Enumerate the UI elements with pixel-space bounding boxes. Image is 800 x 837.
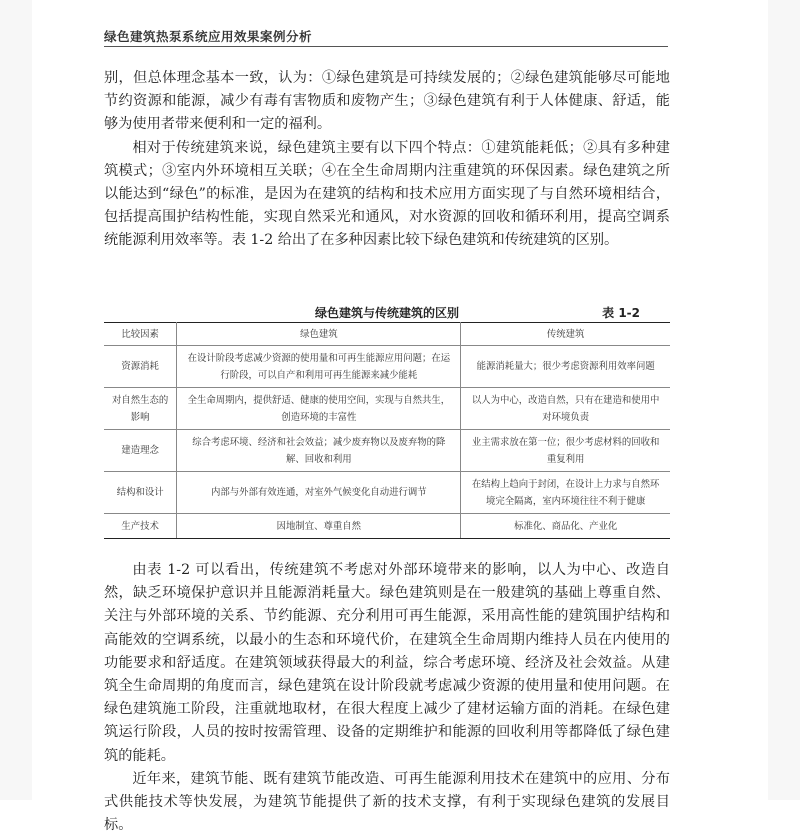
table-header-cell: 绿色建筑 (177, 323, 461, 346)
table-title: 绿色建筑与传统建筑的区别 (314, 306, 459, 320)
running-header-title: 绿色建筑热泵系统应用效果案例分析 (104, 29, 313, 44)
body-text-top (104, 67, 670, 253)
table-header-cell: 传统建筑 (461, 323, 670, 346)
comparison-table (104, 322, 670, 539)
paragraph-features: 相对于传统建筑来说，绿色建筑主要有以下四个特点：①建筑能耗低；②具有多种建筑模式；③室内外环境相互关联；④在全生命周期内注重建筑的环保因素。绿色建筑之所以能达到“绿色”的标准，是因为在建筑的结构和技术应用方面实现了与自然环境相结合，包括提高围护结构性能，实现自然采光和通风，对水资源的回收和循环利用，提高空调系统能源利用效率等。表 1-2 给出了在多种因素比较下绿色建筑和传统建筑的区别。 (104, 139, 670, 249)
table-row (104, 388, 670, 430)
table-number: 表 1-2 (602, 306, 640, 320)
table-cell: 生产技术 (104, 514, 177, 539)
table-cell: 以人为中心，改造自然，只有在建造和使用中对环境负责 (461, 388, 670, 430)
table-cell: 资源消耗 (104, 346, 177, 388)
table-cell: 在设计阶段考虑减少资源的使用量和可再生能源应用问题；在运行阶段，可以自产和利用可再生能源来减少能耗 (177, 346, 461, 388)
body-text-bottom (104, 559, 670, 837)
table-row (104, 514, 670, 539)
table-cell: 因地制宜、尊重自然 (177, 514, 461, 539)
table-cell: 综合考虑环境、经济和社会效益；减少废弃物以及废弃物的降解、回收和利用 (177, 430, 461, 472)
paragraph-recent: 近年来，建筑节能、既有建筑节能改造、可再生能源利用技术在建筑中的应用、分布式供能技术等快发展，为建筑节能提供了新的技术支撑，有利于实现绿色建筑的发展目标。 (104, 770, 670, 834)
table-cell: 能源消耗量大；很少考虑资源利用效率问题 (461, 346, 670, 388)
table-cell: 全生命周期内，提供舒适、健康的使用空间，实现与自然共生，创造环境的丰富性 (177, 388, 461, 430)
table-cell: 内部与外部有效连通，对室外气候变化自动进行调节 (177, 472, 461, 514)
table-cell: 结构和设计 (104, 472, 177, 514)
table-row (104, 430, 670, 472)
table-cell: 业主需求放在第一位；很少考虑材料的回收和重复利用 (461, 430, 670, 472)
table-cell: 在结构上趋向于封闭，在设计上力求与自然环境完全隔离，室内环境往往不利于健康 (461, 472, 670, 514)
table-cell: 对自然生态的影响 (104, 388, 177, 430)
table-header-row (104, 323, 670, 346)
table-header-cell: 比较因素 (104, 323, 177, 346)
table-caption (104, 304, 670, 322)
header-rule (104, 46, 668, 47)
right-margin-shade (768, 0, 800, 800)
table-row (104, 472, 670, 514)
table-cell: 建造理念 (104, 430, 177, 472)
table-cell: 标准化、商品化、产业化 (461, 514, 670, 539)
paragraph-analysis: 由表 1-2 可以看出，传统建筑不考虑对外部环境带来的影响，以人为中心、改造自然，缺乏环境保护意识并且能源消耗量大。绿色建筑则是在一般建筑的基础上尊重自然、关注与外部环境的关系、节约能源、充分利用可再生能源，采用高性能的建筑围护结构和高能效的空调系统，以最小的生态和环境代价，在建筑全生命周期内维持人员在内使用的功能要求和舒适度。在建筑领域获得最大的利益，综合考虑环境、经济及社会效益。从建筑全生命周期的角度而言，绿色建筑在设计阶段就考虑减少资源的使用量和使用问题。在绿色建筑施工阶段，注重就地取材，在很大程度上减少了建材运输方面的消耗。在绿色建筑运行阶段，人员的按时按需管理、设备的定期维护和能源的回收利用等都降低了绿色建筑的能耗。 (104, 562, 670, 764)
paragraph-continued: 别，但总体理念基本一致，认为：①绿色建筑是可持续发展的；②绿色建筑能够尽可能地节约资源和能源，减少有毒有害物质和废物产生；③绿色建筑有利于人体健康、舒适，能够为使用者带来便利和一定的福利。 (104, 70, 670, 133)
left-margin-shade (0, 0, 32, 800)
table-row (104, 346, 670, 388)
